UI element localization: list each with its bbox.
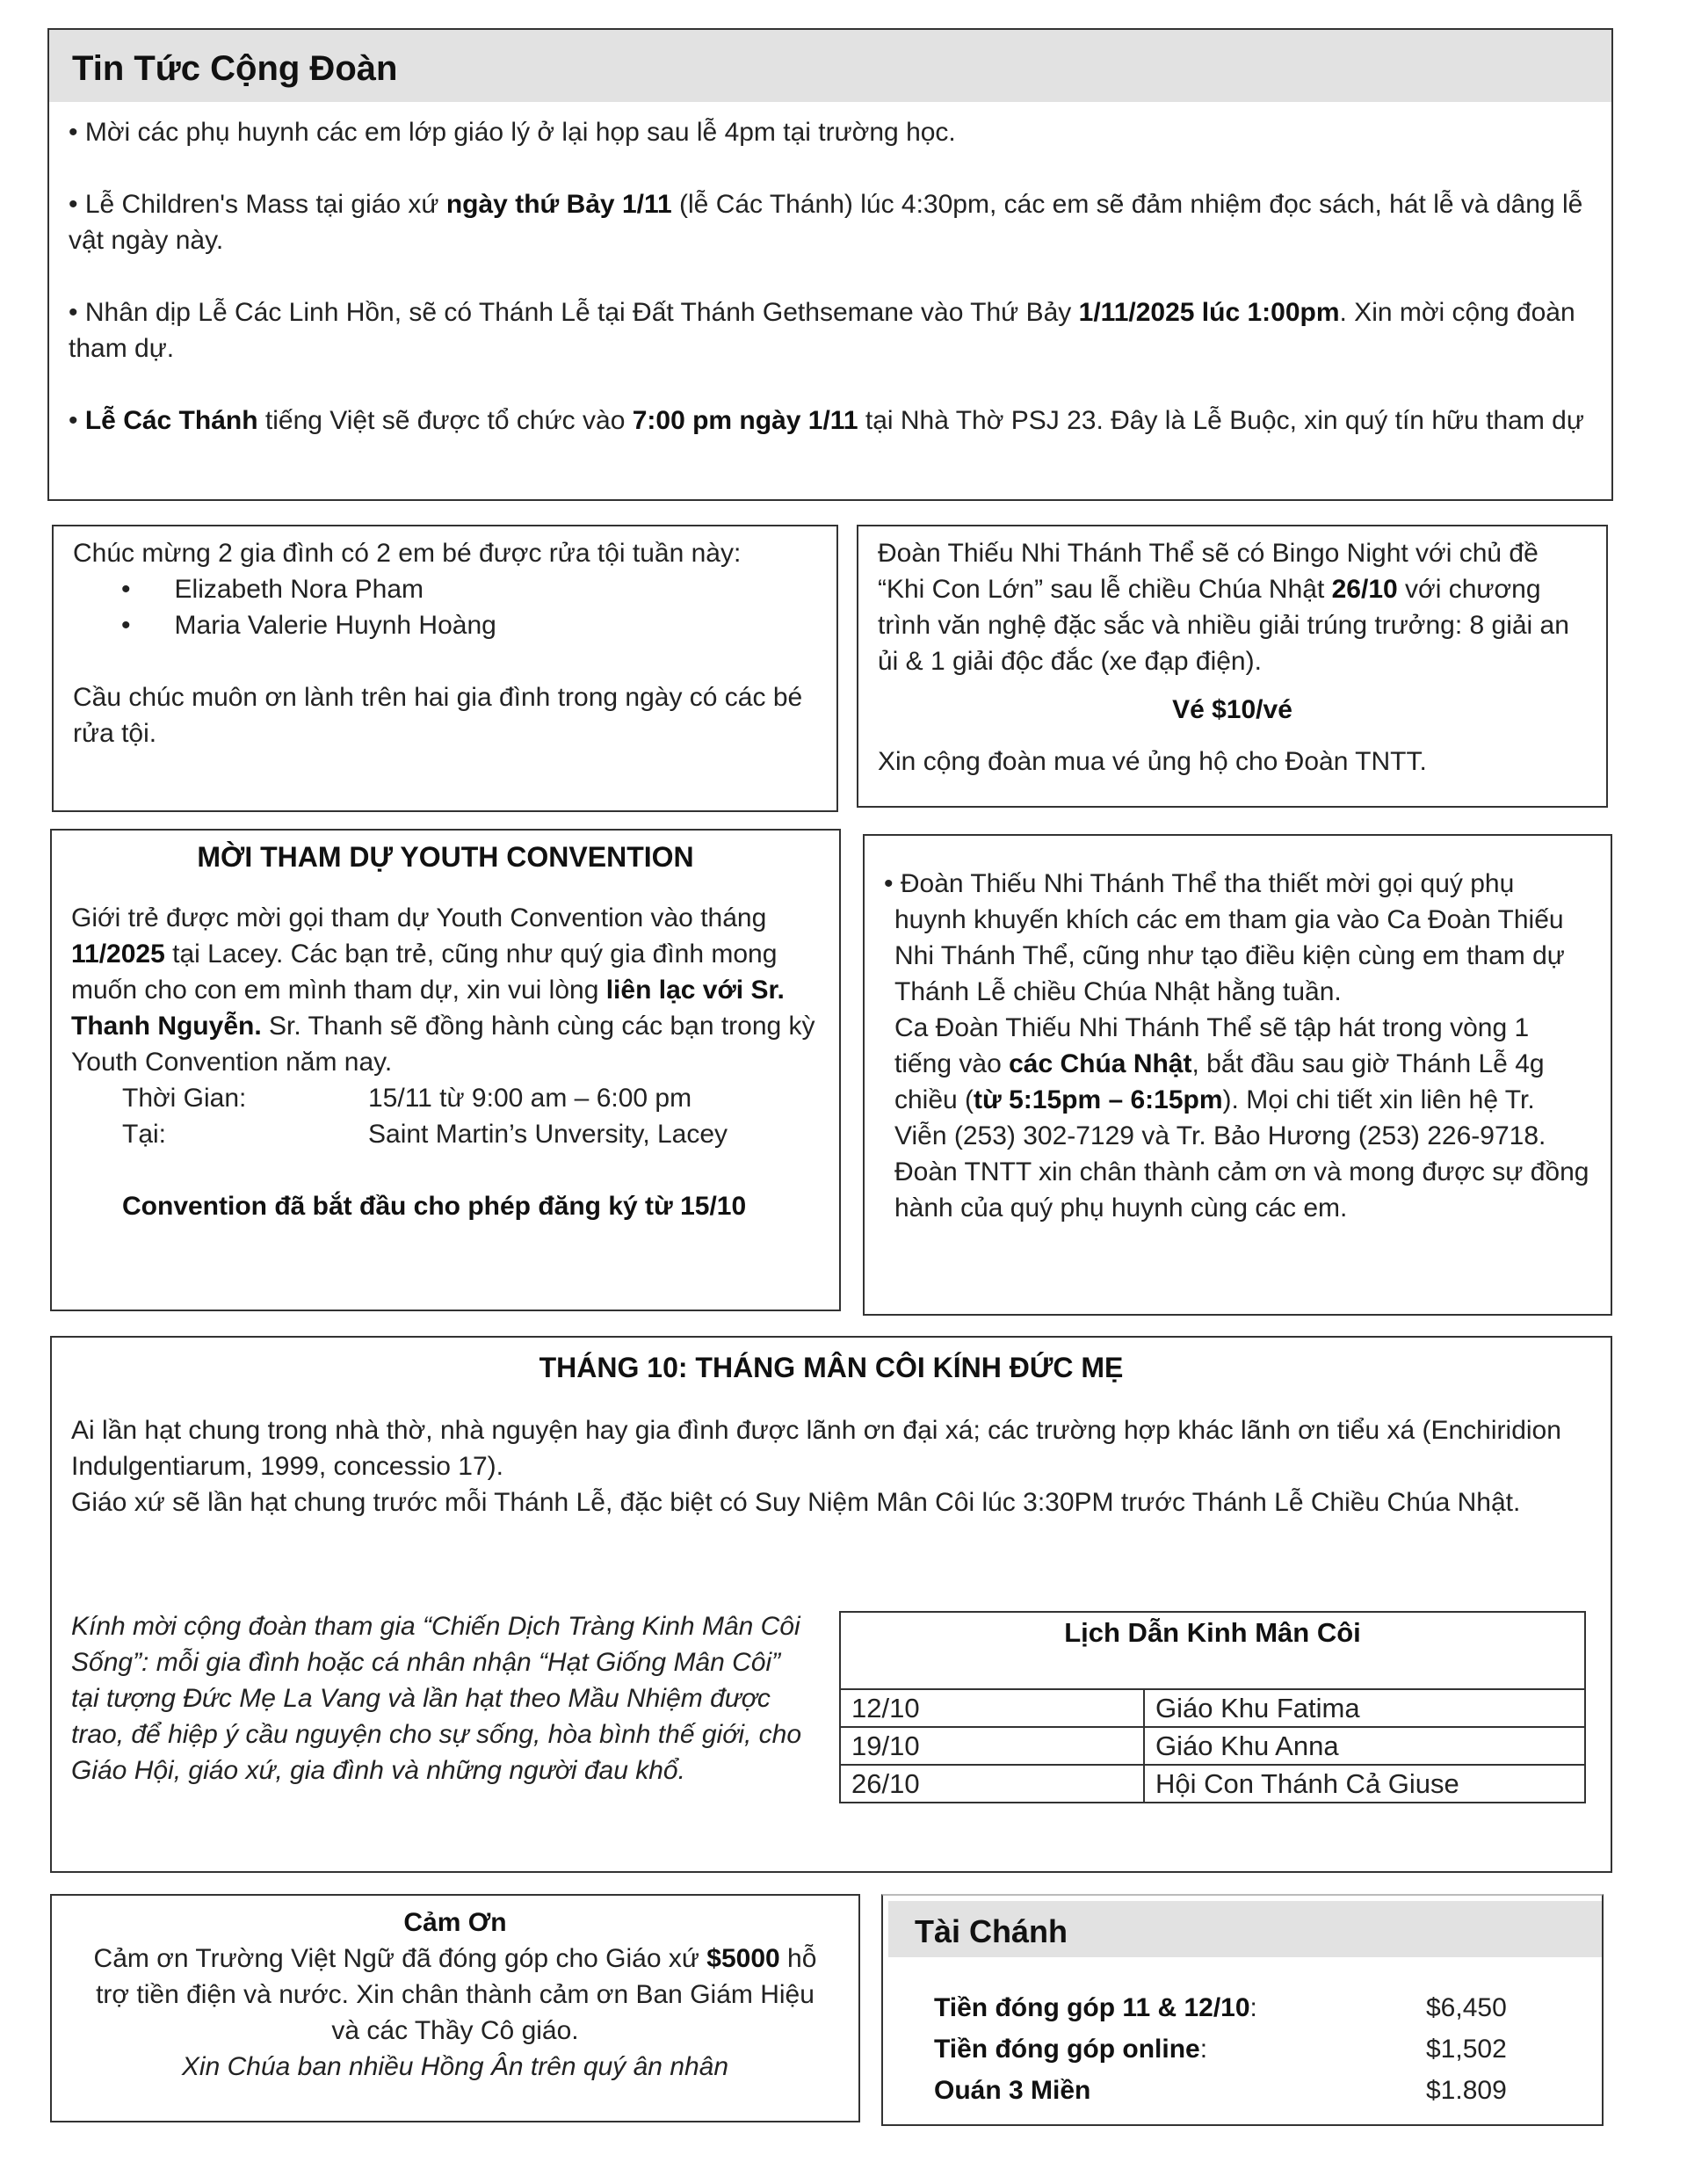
finance-row: Tiền đóng góp 11 & 12/10: $6,450	[934, 1993, 1507, 2022]
news-item: • Lễ Children's Mass tại giáo xứ ngày thứ Bảy 1/11 (lễ Các Thánh) lúc 4:30pm, các em sẽ đảm nhiệm đọc sách, hát lễ và dâng lễ vật ngày này.	[69, 190, 1583, 255]
rosary-parish-schedule: Giáo xứ sẽ lần hạt chung trước mỗi Thánh Lễ, đặc biệt có Suy Niệm Mân Côi lúc 3:30PM trước Thánh Lễ Chiều Chúa Nhật.	[71, 1488, 1521, 1517]
baptism-name: • Maria Valerie Huynh Hoàng	[121, 611, 496, 640]
finance-title: Tài Chánh	[888, 1901, 1602, 1957]
youth-place-row: Tại: Saint Martin’s Unversity, Lacey	[122, 1120, 728, 1149]
rosary-month-box	[50, 1336, 1612, 1873]
schedule-row: 26/10 Hội Con Thánh Cả Giuse	[840, 1765, 1585, 1803]
finance-row: Ouán 3 Miền $1.809	[934, 2076, 1507, 2105]
youth-convention-title: MỜI THAM DỰ YOUTH CONVENTION	[197, 841, 694, 873]
bingo-footer: Xin cộng đoàn mua vé ủng hộ cho Đoàn TNTT.	[878, 747, 1427, 776]
youth-registration: Convention đã bắt đầu cho phép đăng ký từ 15/10	[122, 1192, 747, 1221]
bingo-description: Đoàn Thiếu Nhi Thánh Thể sẽ có Bingo Night với chủ đề “Khi Con Lớn” sau lễ chiều Chúa Nhật 26/10 với chương trình văn nghệ đặc sắc và nhiều giải trúng trưởng: 8 giải an ủi & 1 giải độc đắc (xe đạp điện).	[878, 539, 1569, 676]
community-news-title: Tin Tức Cộng Đoàn	[49, 30, 1611, 102]
baptism-name: • Elizabeth Nora Pham	[121, 575, 424, 604]
choir-thanks: Đoàn TNTT xin chân thành cảm ơn và mong được sự đồng hành của quý phụ huynh cùng các em.	[894, 1157, 1589, 1223]
schedule-title: Lịch Dẫn Kinh Mân Côi	[1064, 1617, 1361, 1648]
baptism-box	[52, 525, 838, 812]
news-item: • Mời các phụ huynh các em lớp giáo lý ở lại họp sau lễ 4pm tại trường học.	[69, 118, 956, 147]
rosary-indulgence: Ai lần hạt chung trong nhà thờ, nhà nguyện hay gia đình được lãnh ơn đại xá; các trường hợp khác lãnh ơn tiểu xá (Enchiridion Indulgentiarum, 1999, concessio 17).	[71, 1416, 1561, 1481]
children-choir-box	[863, 834, 1612, 1316]
finance-row: Tiền đóng góp online: $1,502	[934, 2035, 1507, 2064]
youth-convention-box	[50, 829, 841, 1311]
thanks-text: Cảm ơn Trường Việt Ngữ đã đóng góp cho Giáo xứ $5000 hỗ trợ tiền điện và nước. Xin chân thành cảm ơn Ban Giám Hiệu và các Thầy Cô giáo.	[93, 1944, 817, 2045]
thanks-blessing: Xin Chúa ban nhiều Hồng Ân trên quý ân nhân	[181, 2052, 729, 2081]
rosary-title: THÁNG 10: THÁNG MÂN CÔI KÍNH ĐỨC MẸ	[539, 1352, 1124, 1383]
choir-schedule: Ca Đoàn Thiếu Nhi Thánh Thể sẽ tập hát trong vòng 1 tiếng vào các Chúa Nhật, bắt đầu sau giờ Thánh Lễ 4g chiều (từ 5:15pm – 6:15pm). Mọi chi tiết xin liên hệ Tr. Viễn (253) 302-7129 và Tr. Bảo Hương (253) 226-9718.	[894, 1013, 1546, 1150]
news-item: • Nhân dịp Lễ Các Linh Hồn, sẽ có Thánh Lễ tại Đất Thánh Gethsemane vào Thứ Bảy 1/11/2025 lúc 1:00pm. Xin mời cộng đoàn tham dự.	[69, 298, 1575, 363]
community-news-box	[47, 28, 1613, 501]
baptism-blessing: Cầu chúc muôn ơn lành trên hai gia đình trong ngày có các bé rửa tội.	[73, 683, 803, 748]
youth-time-row: Thời Gian: 15/11 từ 9:00 am – 6:00 pm	[122, 1084, 692, 1113]
schedule-row: 19/10 Giáo Khu Anna	[840, 1727, 1585, 1765]
schedule-row: 12/10 Giáo Khu Fatima	[840, 1689, 1585, 1727]
news-item: • Lễ Các Thánh tiếng Việt sẽ được tổ chức vào 7:00 pm ngày 1/11 tại Nhà Thờ PSJ 23. Đây là Lễ Buộc, xin quý tín hữu tham dự	[69, 406, 1584, 435]
baptism-intro: Chúc mừng 2 gia đình có 2 em bé được rửa tội tuần này:	[73, 539, 742, 568]
bingo-ticket-price: Vé $10/vé	[1172, 695, 1292, 724]
thanks-box	[50, 1894, 860, 2122]
bingo-night-box	[857, 525, 1608, 808]
youth-convention-text: Giới trẻ được mời gọi tham dự Youth Convention vào tháng 11/2025 tại Lacey. Các bạn trẻ, cũng như quý gia đình mong muốn cho con em mình tham dự, xin vui lòng liên lạc với Sr. Thanh Nguyễn. Sr. Thanh sẽ đồng hành cùng các bạn trong kỳ Youth Convention năm nay.	[71, 903, 815, 1077]
finance-box	[881, 1894, 1604, 2126]
choir-invitation: • Đoàn Thiếu Nhi Thánh Thể tha thiết mời gọi quý phụ huynh khuyến khích các em tham gia vào Ca Đoàn Thiếu Nhi Thánh Thể, cũng như tạo điều kiện cùng em tham dự Thánh Lễ chiều Chúa Nhật hằng tuần.	[884, 869, 1565, 1006]
thanks-title: Cảm Ơn	[403, 1908, 507, 1937]
rosary-schedule-table	[839, 1611, 1586, 1803]
rosary-campaign: Kính mời cộng đoàn tham gia “Chiến Dịch Tràng Kinh Mân Côi Sống”: mỗi gia đình hoặc cá nhân nhận “Hạt Giống Mân Côi” tại tượng Đức Mẹ La Vang và lần hạt theo Mầu Nhiệm được trao, để hiệp ý cầu nguyện cho sự sống, hòa bình thế giới, cho Giáo Hội, giáo xứ, gia đình và những người đau khổ.	[71, 1612, 802, 1785]
